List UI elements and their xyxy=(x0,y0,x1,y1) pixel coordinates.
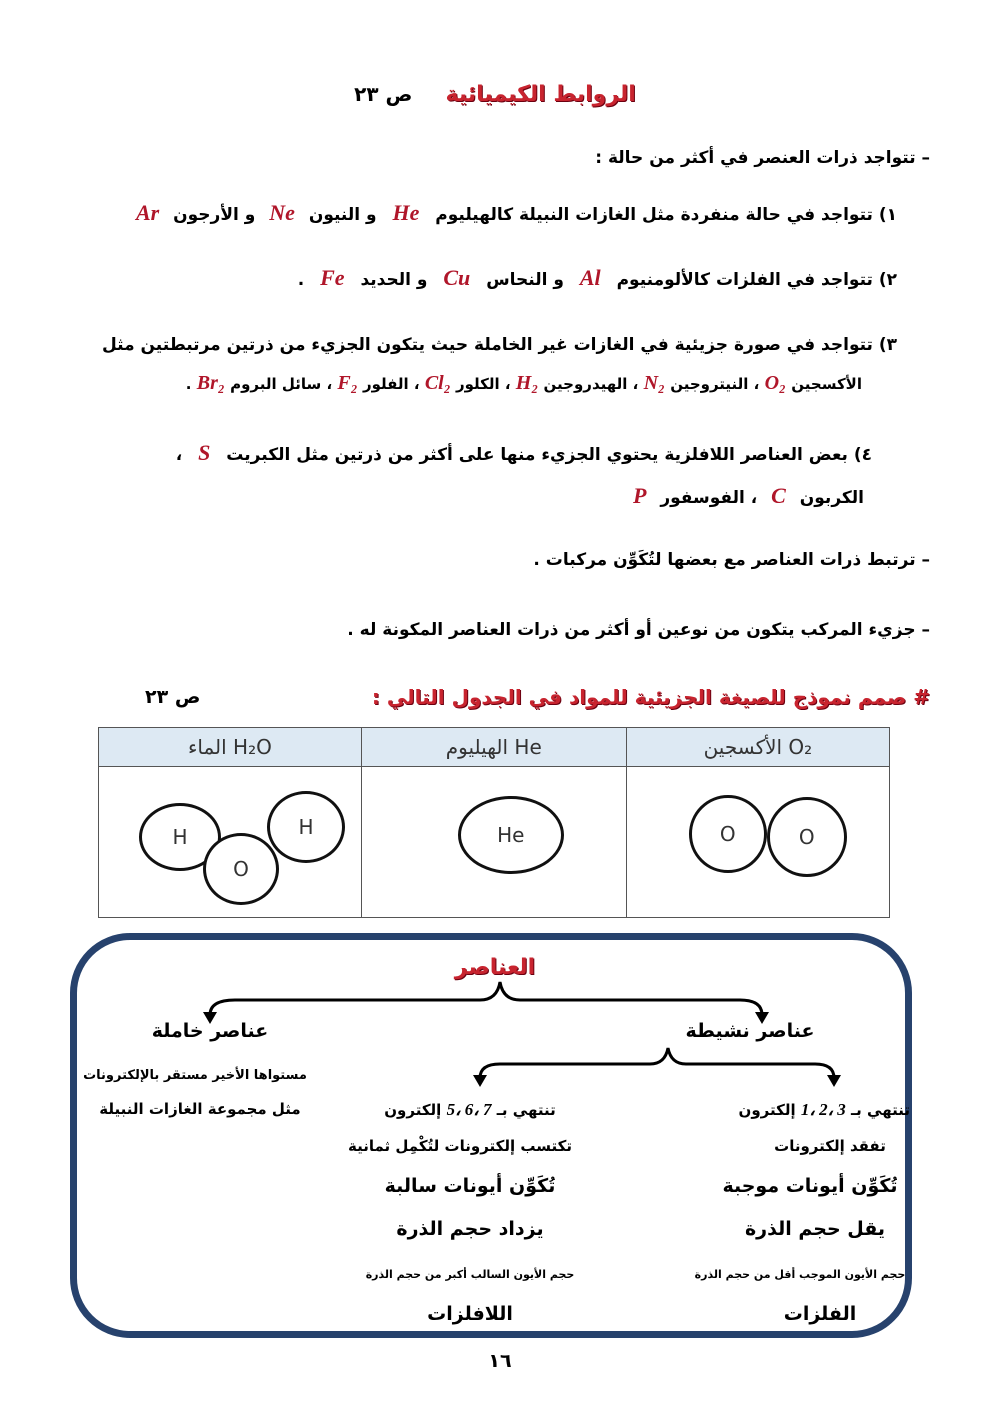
formula-cl2: Cl₂ xyxy=(424,372,451,394)
bullet-compounds: – ترتبط ذرات العناصر مع بعضها لتُكَوِّن مركبات . xyxy=(533,550,930,570)
nonmetals-line-5: حجم الأيون السالب أكبر من حجم الذرة xyxy=(365,1268,575,1281)
symbol-ar: Ar xyxy=(135,200,160,225)
page-number: ١٦ xyxy=(488,1350,512,1372)
metals-electron-word: إلكترون xyxy=(738,1101,796,1119)
atom-o: O xyxy=(203,833,279,905)
intro-line: – تتواجد ذرات العنصر في أكثر من حالة : xyxy=(595,148,930,168)
symbol-cu: Cu xyxy=(443,265,471,290)
nonmetals-line-4: يزداد حجم الذرة xyxy=(396,1218,544,1240)
phosphorus-name: ، الفوسفور xyxy=(660,488,758,508)
symbol-he: He xyxy=(392,200,420,225)
item-2-and2: و الحديد xyxy=(360,270,428,290)
chlorine-name: ، الكلور xyxy=(455,375,511,393)
metals-line-1 xyxy=(739,1100,910,1120)
atom-h-right: H xyxy=(267,791,345,863)
formula-n2: N₂ xyxy=(643,372,665,394)
metals-line-3: تُكَوِّن أيونات موجبة xyxy=(722,1175,898,1197)
carbon-name: الكربون xyxy=(799,488,864,508)
symbol-p: P xyxy=(632,483,647,508)
symbol-ne: Ne xyxy=(269,200,295,225)
metals-name: الفلزات xyxy=(783,1303,857,1325)
noble-title: عناصر خاملة xyxy=(151,1020,269,1042)
atom-o-right: O xyxy=(767,797,847,877)
noble-line-2: مثل مجموعة الغازات النبيلة xyxy=(99,1100,301,1118)
lower-arrow-left xyxy=(473,1075,487,1087)
item-1-and2: و الأرجون xyxy=(173,205,256,225)
lower-arrow-right xyxy=(827,1075,841,1087)
metals-electron-count: 1، 2، 3 xyxy=(800,1100,846,1119)
fluorine-name: ، الفلور xyxy=(362,375,420,393)
item-4-text: ٤) بعض العناصر اللافلزية يحتوي الجزيء منها على أكثر من ذرتين مثل الكبريت xyxy=(226,445,872,465)
item-3-end: . xyxy=(185,375,192,393)
task-page-ref: ص ٢٣ xyxy=(145,686,201,708)
nitrogen-name: ، النيتروجين xyxy=(670,375,760,393)
item-1-and1: و النيون xyxy=(308,205,377,225)
item-1-text: ١) تتواجد في حالة منفردة مثل الغازات النبيلة كالهيليوم xyxy=(435,205,897,225)
item-2-and1: و النحاس xyxy=(486,270,564,290)
nonmetals-electron-count: 5، 6، 7 xyxy=(446,1100,492,1119)
formula-br2: Br₂ xyxy=(196,372,225,394)
noble-line-1: مستواها الأخير مستقر بالإلكترونات xyxy=(83,1068,307,1083)
item-4-comma: ، xyxy=(175,445,183,465)
symbol-al: Al xyxy=(579,265,601,290)
nonmetals-line-1 xyxy=(355,1100,585,1120)
oxygen-name: الأكسجين xyxy=(791,375,862,393)
item-2-text: ٢) تتواجد في الفلزات كالألومنيوم xyxy=(616,270,897,290)
nonmetals-line-3: تُكَوِّن أيونات سالبة xyxy=(384,1175,556,1197)
active-title: عناصر نشيطة xyxy=(685,1020,815,1042)
metals-ends-with: تنتهي بـ xyxy=(851,1101,910,1119)
symbol-c: C xyxy=(771,483,786,508)
metals-line-5: حجم الأيون الموجب أقل من حجم الذرة xyxy=(694,1268,906,1281)
formula-f2: F₂ xyxy=(337,372,358,394)
nonmetals-electron-word: إلكترون xyxy=(384,1101,442,1119)
header-helium: الهيليوم He xyxy=(361,728,626,767)
page-ref: ص ٢٣ xyxy=(354,82,413,106)
hydrogen-name: ، الهيدروجين xyxy=(543,375,639,393)
metals-line-4: يقل حجم الذرة xyxy=(744,1218,886,1240)
atom-he: He xyxy=(458,796,564,874)
symbol-s: S xyxy=(198,440,211,465)
task-title: # صمم نموذج للصيغة الجزيئية للمواد في الجدول التالي : xyxy=(371,685,930,709)
header-oxygen: الأكسجين O₂ xyxy=(626,728,889,767)
bullet-molecule: – جزيء المركب يتكون من نوعين أو أكثر من ذرات العناصر المكونة له . xyxy=(347,620,930,640)
item-3-line-1: ٣) تتواجد في صورة جزيئية في الغازات غير الخاملة حيث يتكون الجزيء من ذرتين مرتبطتين مثل xyxy=(101,335,897,355)
bromine-name: ، سائل البروم xyxy=(230,375,333,393)
atom-o-left: O xyxy=(689,795,767,873)
nonmetals-name: اللافلزات xyxy=(427,1303,513,1325)
formula-h2: H₂ xyxy=(515,372,539,394)
section-title: الروابط الكيميائية xyxy=(445,82,636,107)
lower-bracket xyxy=(480,1048,834,1078)
formula-o2: O₂ xyxy=(764,372,787,394)
nonmetals-line-2: تكتسب إلكترونات لتُكْمِل ثمانية xyxy=(348,1137,572,1155)
item-2-end: . xyxy=(297,270,305,290)
nonmetals-ends-with: تنتهي بـ xyxy=(496,1101,556,1119)
metals-line-2: تفقد إلكترونات xyxy=(774,1137,886,1155)
atom-h-left: H xyxy=(139,803,221,871)
header-water: الماء H₂O xyxy=(99,728,362,767)
top-bracket xyxy=(210,982,762,1015)
symbol-fe: Fe xyxy=(320,265,345,290)
diagram-title: العناصر xyxy=(454,955,536,980)
